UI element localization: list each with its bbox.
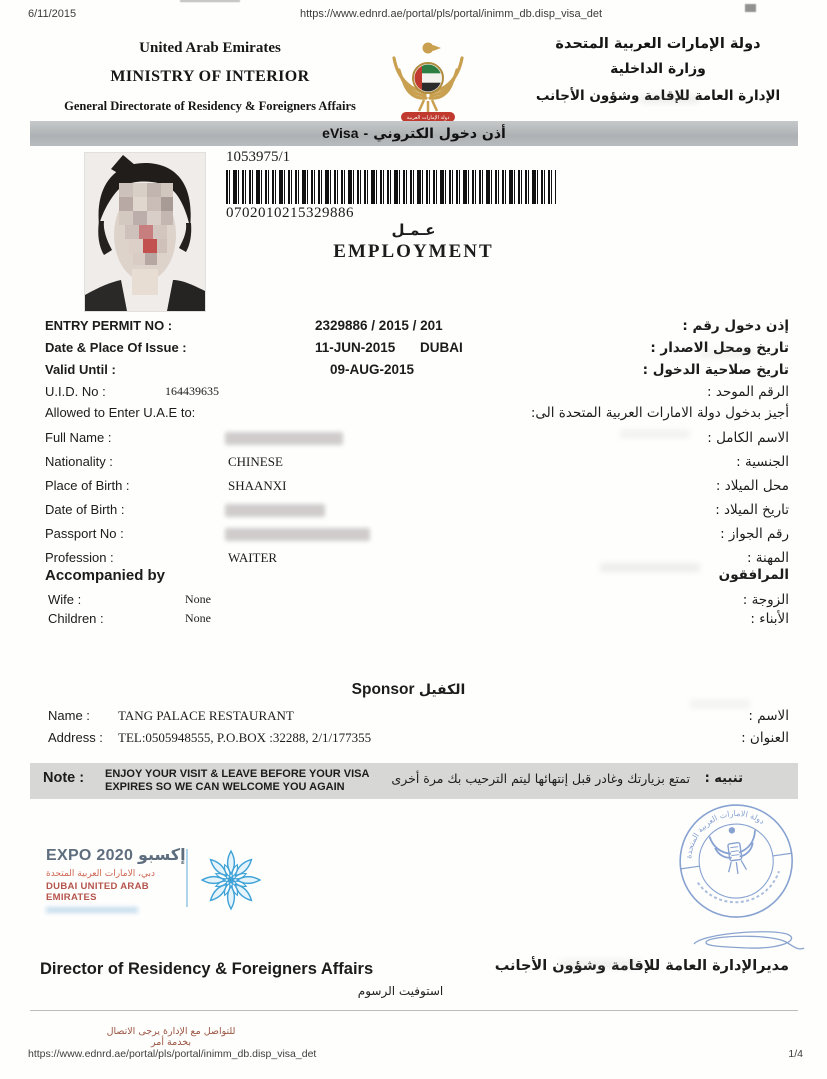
- field-row-children: [0, 611, 827, 631]
- expo-logo-english: DUBAI UNITED ARAB EMIRATES: [46, 881, 149, 903]
- field-row-wife: [0, 592, 827, 612]
- field-value: 11-JUN-2015: [315, 340, 396, 355]
- field-label-en: Profession :: [45, 550, 114, 565]
- field-label-ar: الزوجة :: [742, 592, 789, 608]
- scan-smudge: [690, 700, 750, 708]
- field-row-place-of-birth: [0, 478, 827, 498]
- note-text-line2: EXPIRES SO WE CAN WELCOME YOU AGAIN: [105, 781, 345, 793]
- evisa-title-banner: [30, 121, 798, 146]
- field-row-date-of-birth: [0, 502, 827, 522]
- field-row-uid-no: [0, 384, 827, 404]
- visa-file-number: 1053975/1: [226, 149, 291, 165]
- field-value-place: DUBAI: [420, 340, 463, 355]
- letterhead-arabic: [523, 36, 793, 104]
- uae-falcon-emblem-icon: [384, 36, 472, 129]
- field-row-allowed-to-enter: [0, 405, 827, 425]
- expo-logo-faint-line: [46, 907, 138, 913]
- field-label-ar: الجنسية :: [736, 454, 789, 470]
- expo-logo-divider: [186, 849, 188, 907]
- expo-logo-arabic: دبي، الامارات العربية المتحدة: [46, 869, 156, 879]
- field-value: 09-AUG-2015: [330, 362, 415, 377]
- directorate-name-en: General Directorate of Residency & Foreigners Affairs: [64, 99, 356, 113]
- accompanied-heading-ar: المرافقون: [718, 567, 789, 583]
- field-row-passport-no: [0, 526, 827, 546]
- field-row-entry-permit-no: [0, 318, 827, 338]
- sponsor-heading-ar: الكفيل: [418, 682, 466, 698]
- field-label-ar: تاريخ الميلاد :: [715, 502, 789, 518]
- field-label-ar: العنوان :: [741, 730, 789, 746]
- field-value: TANG PALACE RESTAURANT: [118, 708, 294, 723]
- visa-type-arabic: عـمـل: [391, 221, 436, 239]
- svg-text:دولة الإمارات العربية: دولة الإمارات العربية: [406, 115, 450, 122]
- contact-note-ar: للتواصل مع الإدارة يرجى الاتصال بخدمة أمر: [106, 1026, 236, 1048]
- expo-2020-logo: [46, 845, 196, 913]
- director-title-ar: مديرالإدارة العامة للإقامة وشؤون الأجانب: [494, 958, 789, 974]
- field-label-en: ENTRY PERMIT NO :: [45, 318, 173, 333]
- scan-smudge: [560, 960, 640, 969]
- field-label-ar: الأبناء :: [750, 611, 789, 627]
- letterhead-english: [52, 40, 368, 114]
- country-name-ar: دولة الإمارات العربية المتحدة: [555, 36, 761, 52]
- expo-rosette-icon: [200, 849, 262, 916]
- field-label-ar: إذن دخول رقم :: [682, 318, 789, 334]
- redacted-value: [225, 504, 325, 517]
- note-text-en: [105, 768, 369, 794]
- field-label-en: U.I.D. No :: [45, 384, 106, 399]
- barcode: [226, 170, 556, 204]
- note-label-ar: تنبيه :: [704, 771, 743, 786]
- print-date: 6/11/2015: [28, 8, 77, 20]
- field-label-ar: الاسم الكامل :: [707, 430, 789, 446]
- banner-title-en: eVisa: [322, 125, 359, 141]
- field-label-en: Full Name :: [45, 430, 112, 445]
- field-value: SHAANXI: [228, 478, 287, 493]
- print-url: https://www.ednrd.ae/portal/pls/portal/inimm_db.disp_visa_det: [300, 8, 603, 20]
- note-band: [30, 763, 798, 799]
- visa-type-english: EMPLOYMENT: [333, 241, 494, 262]
- scan-smudge: [600, 563, 700, 572]
- field-label-en: Nationality :: [45, 454, 113, 469]
- scan-smudge: [620, 430, 690, 438]
- field-value: WAITER: [228, 550, 278, 565]
- sponsor-heading: [0, 681, 827, 699]
- svg-text:دولة الامارات العربية المتحدة: دولة الامارات العربية المتحدة: [684, 809, 767, 860]
- field-label-en: Place of Birth :: [45, 478, 130, 493]
- note-text-ar: تمتع بزيارتك وغادر قبل إنتهائها ليتم الترحيب بك مرة أخرى: [391, 771, 690, 786]
- country-name-en: United Arab Emirates: [139, 40, 281, 56]
- page-number: 1/4: [788, 1048, 803, 1060]
- field-row-nationality: [0, 454, 827, 474]
- field-label-ar: تاريخ صلاحية الدخول :: [642, 362, 789, 378]
- scan-speck: [180, 0, 240, 2]
- scan-speck: [745, 4, 756, 12]
- redacted-value: [225, 528, 370, 541]
- director-title-en: Director of Residency & Foreigners Affairs: [40, 960, 374, 978]
- directorate-name-ar: الإدارة العامة للإقامة وشؤون الأجانب: [535, 88, 781, 104]
- field-row-valid-until: [0, 362, 827, 382]
- footer-divider: [30, 1010, 798, 1011]
- field-label-ar: الاسم :: [748, 708, 789, 724]
- expo-logo-title: EXPO 2020 إكسبو: [46, 847, 186, 864]
- field-label-ar: رقم الجواز :: [720, 526, 789, 542]
- scan-smudge: [700, 350, 755, 358]
- accompanied-heading-en: Accompanied by: [45, 567, 166, 584]
- barcode-number: 0702010215329886: [226, 205, 354, 221]
- fees-collected-note: استوفيت الرسوم: [357, 984, 444, 998]
- banner-separator: -: [363, 125, 369, 141]
- field-label-en: Valid Until :: [45, 362, 116, 377]
- field-value: 164439635: [165, 384, 219, 398]
- redacted-value: [225, 432, 343, 445]
- field-label-en: Wife :: [48, 592, 82, 607]
- field-value: CHINESE: [228, 454, 283, 469]
- field-value: TEL:0505948555, P.O.BOX :32288, 2/1/177355: [118, 730, 372, 745]
- field-label-ar: الرقم الموحد :: [707, 384, 789, 400]
- field-row-sponsor-address: [0, 730, 827, 750]
- field-label-en: Allowed to Enter U.A.E to:: [45, 405, 196, 420]
- note-label-en: Note :: [43, 770, 85, 786]
- banner-title-ar: أذن دخول الكتروني: [373, 126, 506, 142]
- field-value: 2329886 / 2015 / 201: [315, 318, 443, 333]
- field-label-en: Passport No :: [45, 526, 124, 541]
- field-label-en: Date & Place Of Issue :: [45, 340, 187, 355]
- note-text-line1: ENJOY YOUR VISIT & LEAVE BEFORE YOUR VISA: [105, 768, 370, 780]
- field-label-ar: تاريخ ومحل الاصدار :: [650, 340, 789, 356]
- accompanied-heading-row: [0, 567, 827, 587]
- scan-smudge: [640, 95, 700, 103]
- field-row-full-name: [0, 430, 827, 450]
- field-label-en: Date of Birth :: [45, 502, 125, 517]
- footer-url: https://www.ednrd.ae/portal/pls/portal/inimm_db.disp_visa_det: [28, 1048, 317, 1060]
- field-label-ar: محل الميلاد :: [715, 478, 789, 494]
- field-label-ar: أجيز بدخول دولة الامارات العربية المتحدة الى:: [530, 405, 789, 421]
- field-label-ar: المهنة :: [746, 550, 789, 566]
- ministry-name-en: MINISTRY OF INTERIOR: [110, 68, 310, 85]
- field-value: None: [185, 611, 211, 625]
- field-row-sponsor-name: [0, 708, 827, 728]
- field-label-en: Children :: [48, 611, 104, 626]
- sponsor-heading-en: Sponsor: [351, 681, 415, 698]
- ministry-name-ar: وزارة الداخلية: [610, 61, 706, 77]
- field-label-en: Name :: [48, 708, 90, 723]
- field-value: None: [185, 592, 211, 606]
- field-label-en: Address :: [48, 730, 103, 745]
